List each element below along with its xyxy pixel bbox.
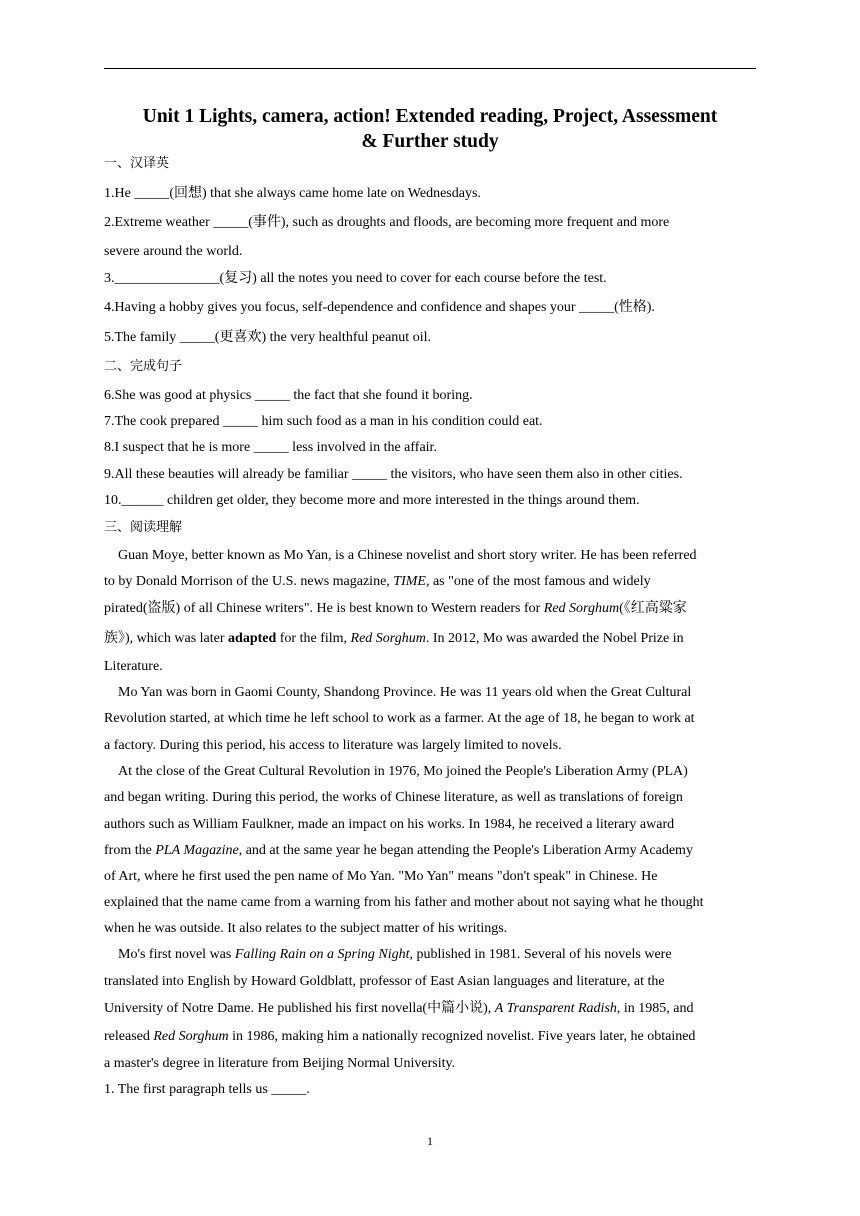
header-rule <box>104 68 756 69</box>
keyword-adapted: adapted <box>228 631 277 646</box>
paragraph-3-line-1: At the close of the Great Cultural Revolution in 1976, Mo joined the People's Liberation Army (PLA) <box>118 764 688 779</box>
document-title <box>104 104 756 154</box>
title-line-1: Unit 1 Lights, camera, action! Extended reading, Project, Assessment <box>142 106 718 127</box>
red-sorghum-title: Red Sorghum <box>153 1029 229 1044</box>
paragraph-4-line-5: a master's degree in literature from Beijing Normal University. <box>104 1056 456 1071</box>
paragraph-4-line-2: translated into English by Howard Goldblatt, professor of East Asian languages and literature, at the <box>104 974 665 989</box>
question-2-line-1: 2.Extreme weather _____(事件), such as droughts and floods, are becoming more frequent and more <box>104 215 670 230</box>
title-line-2: & Further study <box>361 131 499 152</box>
paragraph-1-line-2: to by Donald Morrison of the U.S. news magazine, TIME, as "one of the most famous and widely <box>104 574 651 589</box>
paragraph-1-line-5: Literature. <box>104 659 163 674</box>
question-6: 6.She was good at physics _____ the fact that she found it boring. <box>104 388 473 403</box>
section-heading-translation: 一、汉译英 <box>104 156 170 171</box>
magazine-name: PLA Magazine <box>155 843 239 858</box>
question-5: 5.The family _____(更喜欢) the very healthful peanut oil. <box>104 330 431 345</box>
paragraph-3-line-5: of Art, where he first used the pen name of Mo Yan. "Mo Yan" means "don't speak" in Chinese. He <box>104 869 658 884</box>
section-heading-reading: 三、阅读理解 <box>104 520 183 535</box>
question-3: 3._______________(复习) all the notes you need to cover for each course before the test. <box>104 271 607 286</box>
paragraph-3-line-4: from the PLA Magazine, and at the same year he began attending the People's Liberation Army Academy <box>104 843 693 858</box>
paragraph-4-line-3: University of Notre Dame. He published his first novella(中篇小说), A Transparent Radish, in 1985, and <box>104 1001 694 1016</box>
paragraph-3-line-2: and began writing. During this period, the works of Chinese literature, as well as translations of foreign <box>104 790 683 805</box>
paragraph-3-line-7: when he was outside. It also relates to the subject matter of his writings. <box>104 921 508 936</box>
paragraph-3-line-6: explained that the name came from a warning from his father and mother about not saying what he thought <box>104 895 704 910</box>
paragraph-4-line-1: Mo's first novel was Falling Rain on a Spring Night, published in 1981. Several of his novels were <box>118 947 672 962</box>
question-2-line-2: severe around the world. <box>104 244 243 259</box>
paragraph-1-line-1: Guan Moye, better known as Mo Yan, is a Chinese novelist and short story writer. He has been referred <box>118 548 697 563</box>
question-9: 9.All these beauties will already be familiar _____ the visitors, who have seen them also in other cities. <box>104 467 683 482</box>
paragraph-2-line-3: a factory. During this period, his access to literature was largely limited to novels. <box>104 738 562 753</box>
magazine-title: TIME <box>393 574 426 589</box>
film-title: Red Sorghum <box>350 631 426 646</box>
paragraph-1-line-3: pirated(盗版) of all Chinese writers". He is best known to Western readers for Red Sorghum(《红高粱家 <box>104 601 687 616</box>
question-4: 4.Having a hobby gives you focus, self-dependence and confidence and shapes your _____(性格). <box>104 300 655 315</box>
page-number: 1 <box>427 1134 433 1148</box>
section-heading-complete-sentences: 二、完成句子 <box>104 359 183 374</box>
question-1: 1.He _____(回想) that she always came home late on Wednesdays. <box>104 186 481 201</box>
novel-title: Red Sorghum <box>543 601 620 616</box>
paragraph-2-line-1: Mo Yan was born in Gaomi County, Shandong Province. He was 11 years old when the Great Cultural <box>118 685 692 700</box>
first-novel-title: Falling Rain on a Spring Night <box>234 947 410 962</box>
paragraph-2-line-2: Revolution started, at which time he left school to work as a farmer. At the age of 18, he began to work at <box>104 711 695 726</box>
question-8: 8.I suspect that he is more _____ less involved in the affair. <box>104 440 437 455</box>
reading-question-1: 1. The first paragraph tells us _____. <box>104 1082 310 1097</box>
paragraph-4-line-4: released Red Sorghum in 1986, making him a nationally recognized novelist. Five years later, he obtained <box>104 1029 696 1044</box>
novella-title: A Transparent Radish <box>494 1001 617 1016</box>
paragraph-1-line-4: 族》), which was later adapted for the film, Red Sorghum. In 2012, Mo was awarded the Nobel Prize in <box>104 631 684 646</box>
question-10: 10.______ children get older, they become more and more interested in the things around them. <box>104 493 640 508</box>
paragraph-3-line-3: authors such as William Faulkner, made an impact on his works. In 1984, he received a literary award <box>104 817 675 832</box>
question-7: 7.The cook prepared _____ him such food as a man in his condition could eat. <box>104 414 543 429</box>
